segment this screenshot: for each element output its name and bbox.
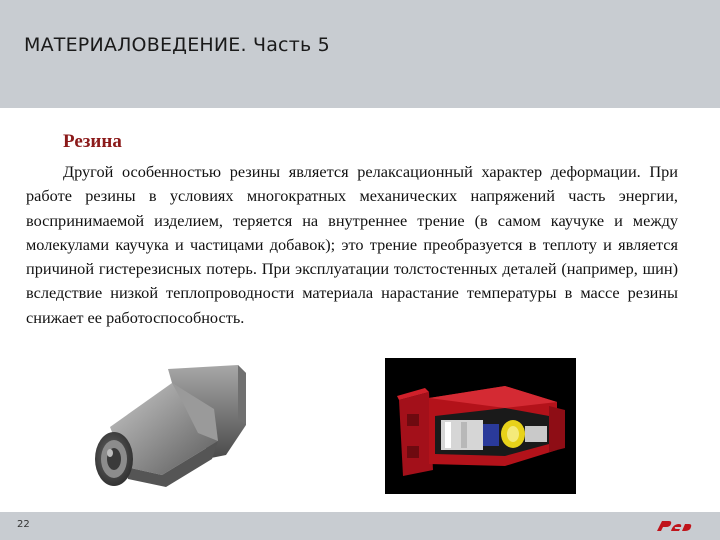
section-heading: Резина <box>63 131 122 152</box>
slide-header <box>0 0 720 108</box>
body-paragraph: Другой особенностью резины является релаксационный характер деформации. При работе резины в условиях многократных механических напряжений часть энергии, воспринимаемой изделием, теряется на внутреннее трение (в самом каучуке и между молекулами каучука и частицами добавок); это трение преобразуется в теплоту и является причиной гистерезисных потерь. При эксплуатации толстостенных деталей (например, шин) вследствие низкой теплопроводности материала нарастание температуры в массе резины снижает ее работоспособность. <box>26 162 678 327</box>
slide-title: МАТЕРИАЛОВЕДЕНИЕ. Часть 5 <box>24 34 330 56</box>
shock-absorber-image <box>385 358 576 494</box>
rzd-logo-icon <box>655 518 695 534</box>
slide-footer <box>0 512 720 540</box>
page-number: 22 <box>17 519 30 530</box>
rubber-part-image <box>88 363 328 493</box>
